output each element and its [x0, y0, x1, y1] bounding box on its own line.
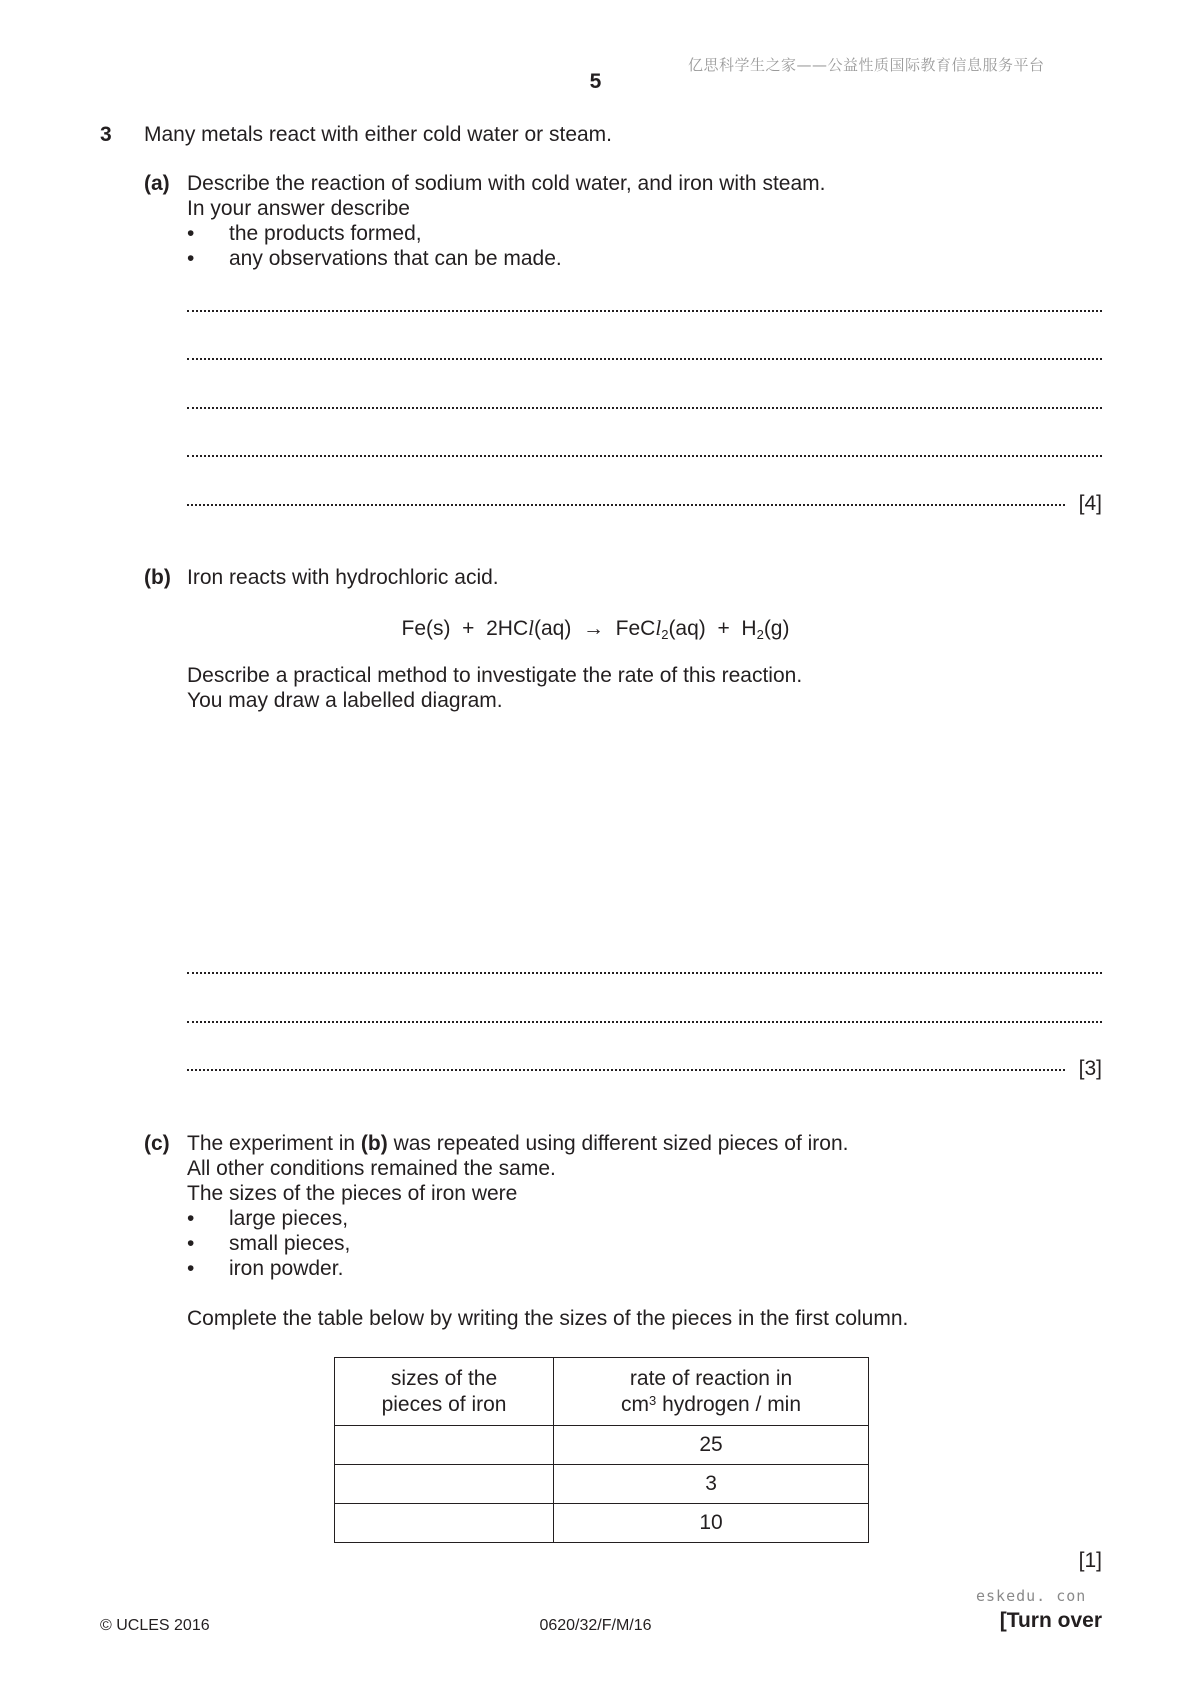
part-a-marks: [4]: [1078, 492, 1102, 515]
part-c-bullet-2: small pieces,: [229, 1232, 351, 1255]
answer-line-b3[interactable]: [187, 1069, 1065, 1071]
size-answer-cell[interactable]: [335, 1504, 554, 1543]
copyright: © UCLES 2016: [100, 1617, 210, 1634]
rate-value-cell: 10: [554, 1504, 869, 1543]
eq-plus-2: +: [717, 617, 730, 640]
paper-code: 0620/32/F/M/16: [539, 1617, 652, 1634]
eq-product-fecl2: FeCl$_2$(aq): [615, 616, 706, 642]
site-watermark: eskedu. con: [976, 1587, 1087, 1605]
part-b-intro: Iron reacts with hydrochloric acid.: [187, 566, 499, 589]
part-b-marks: [3]: [1078, 1057, 1102, 1080]
bullet-icon: •: [187, 1257, 195, 1280]
turn-over: [Turn over: [999, 1609, 1102, 1632]
part-c-bullet-1: large pieces,: [229, 1207, 349, 1230]
eq-plus-1: +: [462, 617, 475, 640]
part-c-line1: The experiment in (b) was repeated using different sized pieces of iron.: [187, 1132, 849, 1155]
answer-line-b2[interactable]: [187, 1021, 1102, 1023]
table-row: [335, 1465, 869, 1504]
part-c-line2: All other conditions remained the same.: [187, 1157, 556, 1180]
part-a-bullet-1: the products formed,: [229, 222, 422, 245]
answer-line-a4[interactable]: [187, 455, 1102, 457]
eq-arrow-icon: →: [583, 617, 604, 640]
part-b-reference: (b): [360, 1132, 388, 1155]
answer-line-a3[interactable]: [187, 407, 1102, 409]
part-c-line3: The sizes of the pieces of iron were: [187, 1182, 518, 1205]
answer-line-b1[interactable]: [187, 972, 1102, 974]
part-b-label: (b): [144, 566, 171, 589]
part-a-bullet-2: any observations that can be made.: [229, 247, 562, 270]
size-answer-cell[interactable]: [335, 1465, 554, 1504]
part-a-label: (a): [144, 172, 170, 195]
watermark-text: 亿思科学生之家——公益性质国际教育信息服务平台: [688, 56, 1045, 74]
rate-table: [334, 1357, 869, 1543]
question-number: 3: [100, 123, 112, 146]
table-header-size: sizes of the pieces of iron: [335, 1358, 554, 1426]
rate-value-cell: 3: [554, 1465, 869, 1504]
bullet-icon: •: [187, 1232, 195, 1255]
diagram-drawing-area[interactable]: [187, 720, 1102, 940]
part-c-label: (c): [144, 1132, 170, 1155]
bullet-icon: •: [187, 222, 195, 245]
table-header-rate: rate of reaction in $cm^3$ hydrogen / min: [554, 1358, 869, 1426]
table-header-row: [335, 1358, 869, 1426]
part-a-line2: In your answer describe: [187, 197, 410, 220]
eq-reactant-hcl: 2HCl(aq): [486, 616, 572, 640]
size-answer-cell[interactable]: [335, 1426, 554, 1465]
part-b-line2: You may draw a labelled diagram.: [187, 689, 503, 712]
bullet-icon: •: [187, 1207, 195, 1230]
chemical-equation: [0, 614, 1191, 643]
rate-value-cell: 25: [554, 1426, 869, 1465]
table-row: [335, 1504, 869, 1543]
answer-line-a5[interactable]: [187, 504, 1065, 506]
question-stem: Many metals react with either cold water or steam.: [144, 123, 613, 146]
part-c-marks: [1]: [1078, 1549, 1102, 1572]
eq-reactant-iron: Fe(s): [401, 617, 451, 640]
part-c-instruction: Complete the table below by writing the sizes of the pieces in the first column.: [187, 1307, 909, 1330]
answer-line-a2[interactable]: [187, 358, 1102, 360]
part-a-line1: Describe the reaction of sodium with cold water, and iron with steam.: [187, 172, 826, 195]
table-row: [335, 1426, 869, 1465]
bullet-icon: •: [187, 247, 195, 270]
part-b-line1: Describe a practical method to investigate the rate of this reaction.: [187, 664, 803, 687]
answer-line-a1[interactable]: [187, 310, 1102, 312]
page-number: 5: [589, 70, 602, 93]
eq-product-h2: $H_2(g)$: [741, 617, 790, 642]
part-c-bullet-3: iron powder.: [229, 1257, 344, 1280]
